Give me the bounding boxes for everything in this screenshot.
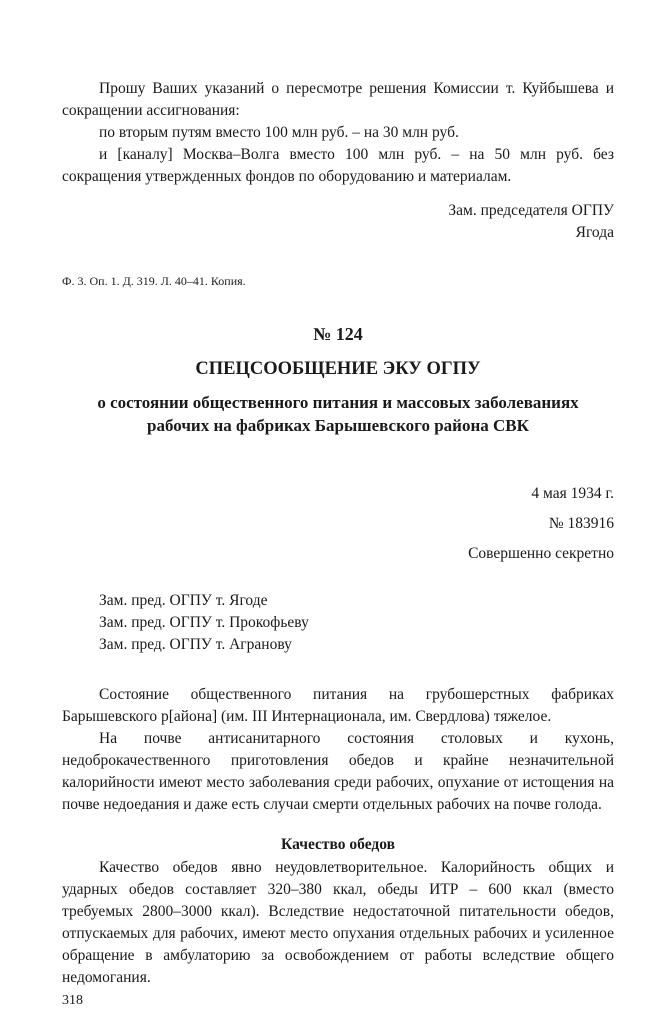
- addressee-3: Зам. пред. ОГПУ т. Агранову: [99, 636, 292, 653]
- archive-reference: Ф. 3. Оп. 1. Д. 319. Л. 40–41. Копия.: [62, 274, 246, 288]
- signature-block: [62, 200, 614, 244]
- document-number: № 124: [313, 324, 363, 344]
- classification-label: Совершенно секретно: [468, 545, 614, 562]
- addressee-1: Зам. пред. ОГПУ т. Ягоде: [99, 592, 268, 609]
- body-block: [62, 684, 614, 816]
- intro-paragraph-2: по вторым путям вместо 100 млн руб. – на 30 млн руб.: [99, 124, 459, 141]
- document-reg-number: № 183916: [548, 515, 614, 532]
- section-heading: Качество обедов: [281, 836, 395, 853]
- body-paragraph-1: Состояние общественного питания на грубошерстных фабриках Барышевского р[айона] (им. III Интернационала, им. Свердлова) тяжелое.: [62, 686, 614, 725]
- subtitle-line-2: рабочих на фабриках Барышевского района СВК: [147, 416, 529, 435]
- signature-name: Ягода: [575, 224, 614, 241]
- addressee-list: [99, 590, 614, 656]
- document-title: СПЕЦСООБЩЕНИЕ ЭКУ ОГПУ: [195, 359, 481, 379]
- document-subtitle: [62, 391, 614, 437]
- section-block: [62, 857, 614, 989]
- addressee-2: Зам. пред. ОГПУ т. Прокофьеву: [99, 614, 309, 631]
- section-paragraph-1: Качество обедов явно неудовлетворительное. Калорийность общих и ударных обедов составляет 320–380 ккал, обеды ИТР – 600 ккал (вместо требуемых 2800–3000 ккал). Вследствие недостаточной питательности обедов, отпускаемых для рабочих, имеют место опухания отдельных рабочих и усиленное обращение в амбулаторию за освобождением от работы вследствие общего недомогания.: [62, 859, 614, 986]
- intro-paragraph-1: Прошу Ваших указаний о пересмотре решения Комиссии т. Куйбышева и сокращении ассигнования:: [62, 80, 614, 119]
- document-date: 4 мая 1934 г.: [531, 485, 614, 502]
- subtitle-line-1: о состоянии общественного питания и массовых заболеваниях: [97, 393, 579, 412]
- body-paragraph-2: На почве антисанитарного состояния столовых и кухонь, недоброкачественного приготовления обедов и крайне незначительной калорийности имеют место заболевания среди рабочих, опухание от истощения на почве недоедания и даже есть случаи смерти отдельных рабочих на почве голода.: [62, 730, 614, 813]
- signature-title: Зам. председателя ОГПУ: [448, 202, 614, 219]
- intro-block: [62, 78, 614, 188]
- page-number: 318: [62, 993, 83, 1008]
- intro-paragraph-3: и [каналу] Москва–Волга вместо 100 млн руб. – на 50 млн руб. без сокращения утвержденных фондов по оборудованию и материалам.: [62, 146, 614, 185]
